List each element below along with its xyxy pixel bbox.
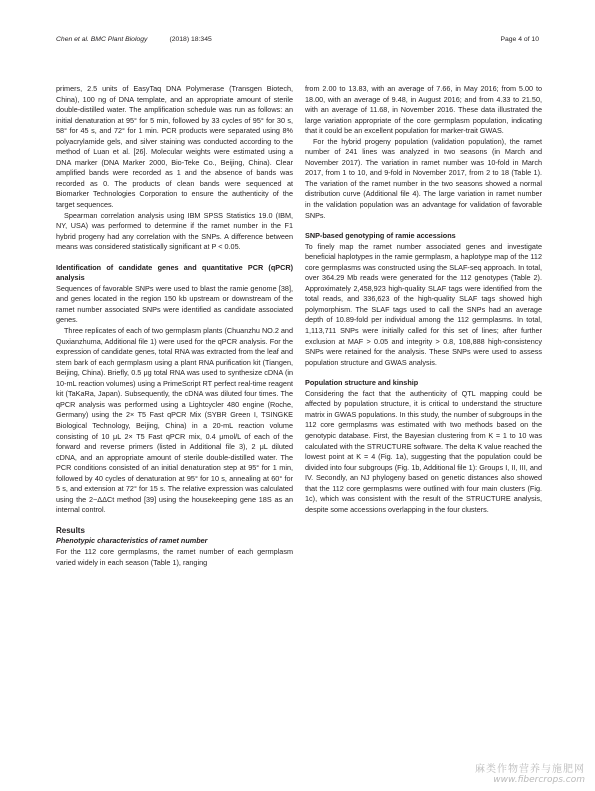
paragraph-hybrid-progeny: For the hybrid progeny population (validation population), the ramet number of 241 lines was analyzed in two seasons (in March and November 2017). The variation in ramet number was 10-fold in March 2017, from 1 to 10, and 9-fold in November 2017, from 2 to 18 (Table 1). The variation of the ramet number in the two seasons showed a normal distribution curve (Additional file 4). The large variation in ramet number in the validation population was an advantage for validation of favorable SNPs. xyxy=(305,136,542,220)
left-column xyxy=(56,84,293,568)
heading-phenotypic: Phenotypic characteristics of ramet number xyxy=(56,536,208,546)
paragraph-population-structure: Considering the fact that the authenticity of QTL mapping could be affected by population structure, it is critical to understand the structure matrix in GWAS populations. In this study, the number of subgroups in the 112 core germplasms was estimated with two methods based on the genotypic database. First, the Bayesian clustering from K = 1 to 10 was calculated with the STRUCTURE software. The delta K value reached the lowest point at K = 4 (Fig. 1a), suggesting that the population could be divided into four subgroups (Fig. 1b, Additional file 1): Groups I, II, III, and IV. Secondly, an NJ phylogeny based on genetic distances also showed that the 112 core germplasms were outlined with four main clusters (Fig. 1c), which was consistent with the result of the STRUCTURE analysis, despite some accessions overlapping in the four clusters. xyxy=(305,388,542,514)
watermark-chinese-text: 麻类作物营养与施肥网 xyxy=(475,764,585,775)
heading-results: Results xyxy=(56,525,85,535)
spacer xyxy=(56,253,293,263)
paragraph-pcr-methods: primers, 2.5 units of EasyTaq DNA Polymerase (Transgen Biotech, China), 100 ng of DNA template, and an appropriate amount of sterile double-distilled water. The amplification schedule was run as follows: an initial denaturation at 95° for 5 min, followed by 33 cycles of 95° for 30 s, 58° for 45 s, and 72° for 1 min. PCR products were separated using 8% polyacrylamide gels, and silver staining was conducted according to the method of Luan et al. [26]. Molecular weights were estimated using a DNA marker (DNA Marker 2000, Bio-Teke Co., Beijing, China). Clear amplified bands were recorded as 1 and the absence of bands was recorded as 0. The products of clean bands were sequenced at Biomarker Technologies Corporation to ensure the authenticity of the target sequences. xyxy=(56,84,293,210)
paragraph-spearman: Spearman correlation analysis using IBM SPSS Statistics 19.0 (IBM, NY, USA) was performed to determine if the ramet number in the F1 hybrid progeny had any correlation with the SNPs. A difference between means was considered statistically significant at P < 0.05. xyxy=(56,210,293,252)
watermark xyxy=(435,760,585,785)
paragraph-snp-genotyping: To finely map the ramet number associated genes and investigate beneficial haplotypes in the ramie germplasm, a haplotype map of the 112 core germplasms was constructed using the SLAF-seq approach. In total, over 364.29 Mb reads were generated for the 112 genotypes (Table 2). Approximately 2,458,923 high-quality SLAF tags were identified from the total reads, and 336,623 of the high-quality SLAF tags showed high polymorphism. The SLAF tags used to call the SNPs had an average depth of 10.89-fold per individual among the 112 germplasms. In total, 1,113,711 SNPs were initially called for this set of lines; after further exclusion at MAF > 0.05 and integrity > 0.8, 108,888 high-consistency SNPs were retained for the analysis. These SNPs were used to assess population structure and GWAS analysis. xyxy=(305,241,542,367)
paragraph-replicates: Three replicates of each of two germplasm plants (Chuanzhu NO.2 and Quxianzhuma, Additional file 1) were used for the qPCR analysis. For the expression of candidate genes, total RNA was extracted from the leaf and stem bark of each germplasm using a plant RNA purification kit (Tiangen, Beijing, China). Briefly, 0.5 μg total RNA was used to synthesize cDNA (in 10-mL reaction volumes) using a PrimeScript RT perfect real-time reagent kit (TaKaRa, Japan). Subsequently, the cDNA was diluted four times. The qPCR analysis was performed using a Lightcycler 480 engine (Roche, Germany) using the 2× T5 Fast qPCR Mix (SYBR Green I, TSINGKE Biological Technology, Beijing, China) in a 20-mL reaction volume consisting of 10 μL 2× T5 Fast qPCR mix, 0.4 μmol/L of each of the forward and reverse primers (listed in Additional file 3), 2 μL diluted cDNA, and an appropriate amount of sterile double-distilled water. The PCR conditions consisted of an initial denaturation step at 95° for 1 min, followed by 40 cycles of denaturation at 95° for 10 s, annealing at 60° for 5 s, and extension at 72° for 15 s. The relative expression was calculated using the 2−ΔΔCt method [39] using the housekeeping gene 18S as an internal control. xyxy=(56,326,293,515)
heading-population-structure: Population structure and kinship xyxy=(305,378,419,388)
spacer xyxy=(56,516,293,526)
paragraph-sequences: Sequences of favorable SNPs were used to blast the ramie genome [38], and genes located in the region 150 kb upstream or downstream of the ramet number associated SNPs were identified as candidate associated genes. xyxy=(56,283,293,325)
heading-identification: Identification of candidate genes and quantitative PCR (qPCR) analysis xyxy=(56,262,293,283)
paragraph-germplasms: For the 112 core germplasms, the ramet number of each germplasm varied widely in each season (Table 1), ranging xyxy=(56,546,293,567)
heading-snp-genotyping: SNP-based genotyping of ramie accessions xyxy=(305,231,456,241)
watermark-url: www.fibercrops.com xyxy=(493,775,585,785)
journal-name: Chen et al. BMC Plant Biology xyxy=(56,35,148,43)
article-citation: (2018) 18:345 xyxy=(169,35,212,43)
right-column xyxy=(305,84,542,515)
running-header xyxy=(56,33,539,45)
paragraph-ramet-range: from 2.00 to 13.83, with an average of 7.66, in May 2016; from 5.00 to 18.00, with an average of 9.48, in August 2016; and from 4.33 to 21.50, with an average of 11.68, in November 2016. These data illustrated the large variation appropriate of the core germplasm population, indicating that it could be an excellent population for marker-trait GWAS. xyxy=(305,84,542,136)
page-number: Page 4 of 10 xyxy=(500,35,539,43)
spacer xyxy=(305,368,542,378)
spacer xyxy=(305,221,542,231)
